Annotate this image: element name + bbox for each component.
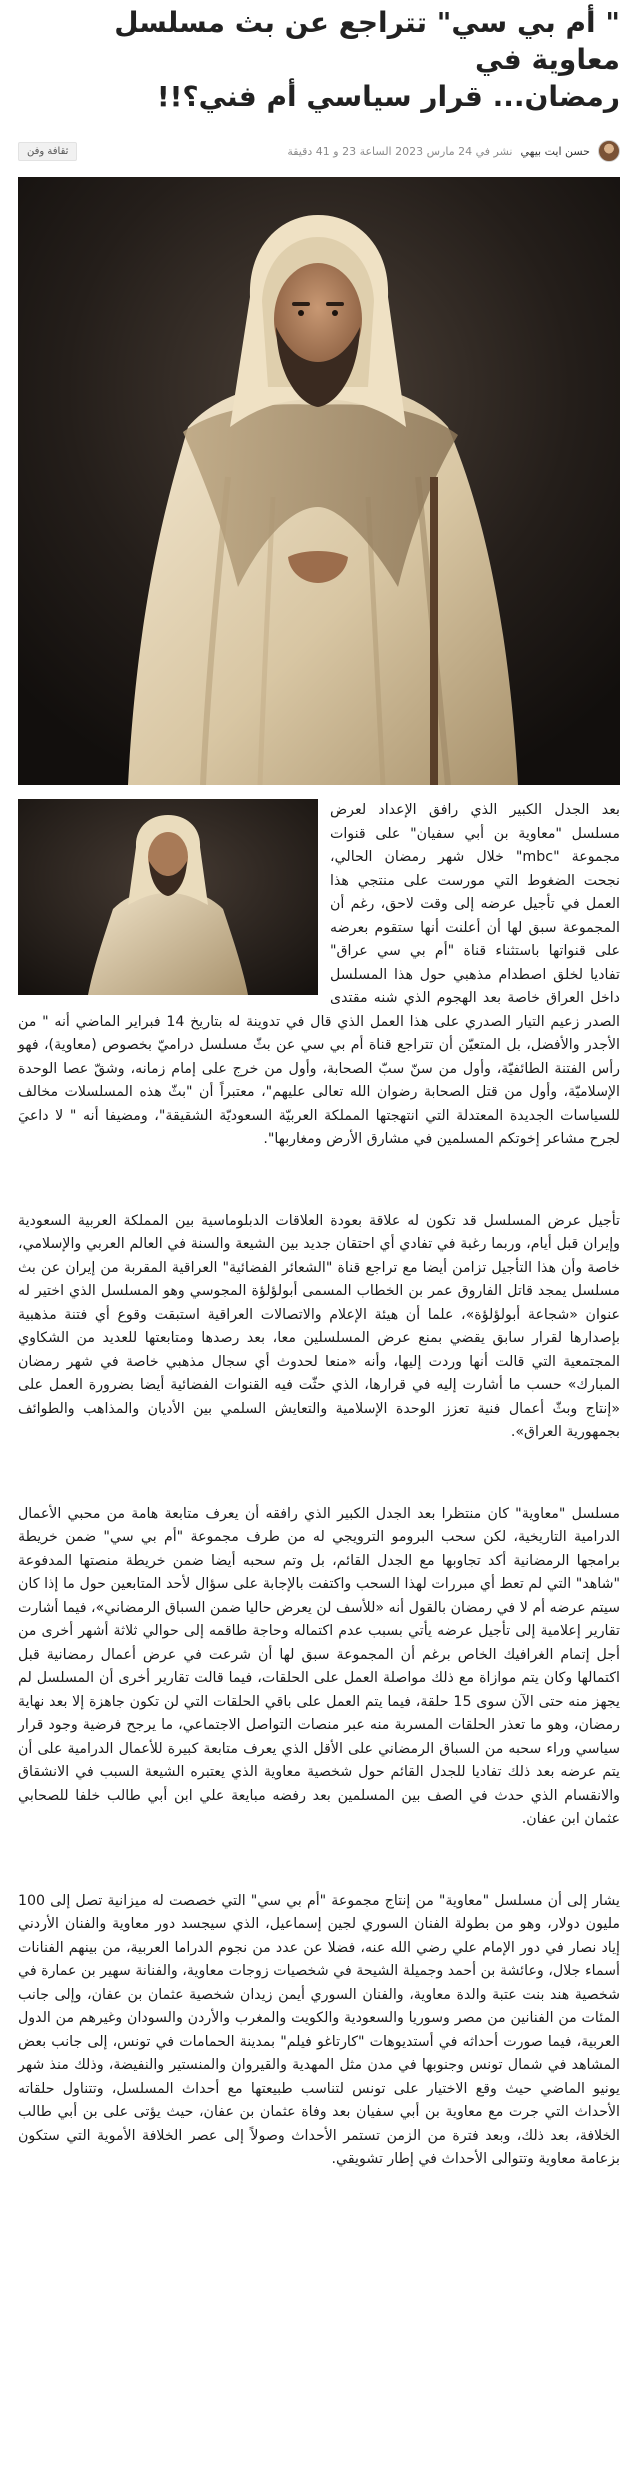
- paragraph-spacer: [18, 1152, 620, 1210]
- author-name[interactable]: حسن ايت بيهي: [520, 144, 590, 158]
- paragraph-2: تأجيل عرض المسلسل قد تكون له علاقة بعودة العلاقات الدبلوماسية بين المملكة العربية السعودية وإيران قبل أيام، وربما رغبة في تفادي أي احتقان جديد بين الشيعة والسنة في العالم العربي والإسلامي، خاصة وأن هذا التأجيل تزامن أيضا مع تراجع قناة "الشعائر الفضائية" العراقية المقربة من إيران عن بث مسلسل يمجد قاتل الفاروق عمر بن الخطاب المسمى أبولؤلؤة المجوسي وهو المسلسل الذي اختير له عنوان «شجاعة أبولؤلؤة»، علما أن هيئة الإعلام والاتصالات العراقية استبقت وقوع أي فتنة مذهبية بإصدارها لقرار سابق يقضي بمنع عرض المسلسلين معا، بعد رصدها ومتابعتها للعديد من الشكاوي المجتمعية التي قالت أنها وردت إليها، وأنه «منعا لحدوث أي سجال مذهبي خاصة في شهر رمضان المبارك» حسب ما أشارت إليه في قرارها، الذي حثّت فيه القنوات الفضائية أيضا بضرورة العمل على «إنتاج وبثّ أعمال فنية تعزز الوحدة الإسلامية والتعايش السلمي بين الأديان والمذاهب والطوائف بجمهورية العراق».: [18, 1212, 620, 1440]
- inline-photo-illustration: [18, 799, 318, 995]
- author-avatar[interactable]: [598, 140, 620, 162]
- headline-block: [0, 0, 638, 115]
- paragraph-4: يشار إلى أن مسلسل "معاوية" من إنتاج مجموعة "أم بي سي" التي خصصت له ميزانية تصل إلى 100 مليون دولار، وهو من بطولة الفنان السوري لجين إسماعيل، الذي سيجسد دور معاوية والفنان الأردني إياد نصار في دور الإمام علي رضي الله عنه، فضلا عن عدد من نجوم الدراما العربية، من بينهم الفنانات أسماء جلال، وعائشة بن أحمد وجميلة الشيحة في شخصيات زوجات معاوية، والفنانة سهير بن عمارة في شخصية هند بنت عتبة والدة معاوية، والفنان السوري أيمن زيدان شخصية عثمان بن عفان، وإلى جانب المئات من الفنانين من مصر وسوريا والسعودية والكويت والمغرب والأردن والسودان وغيرهم من الدول العربية، فيما صورت أحداثه في أستديوهات "كارتاغو فيلم" بمدينة الحمامات في تونس، إلى جانب بعض المشاهد في شمال تونس وجنوبها في مدن مثل المهدية والقيروان والمنستير والنفيضة، وذلك منذ شهر يونيو الماضي حيث وقع الاختيار على تونس لتناسب طبيعتها مع أحداث المسلسل، وتتناول حلقاته الأحداث التي جرت مع معاوية بن أبي سفيان بعد وفاة عثمان بن عفان، حيث يؤتى على بن أبي طالب الخلافة، بعد ذلك، وبعد فترة من الزمن تستمر الأحداث وصولاً إلى عصر الخلافة الأموية التي ستكون بزعامة معاوية وتتوالى الأحداث في إطار تشويقي.: [18, 1892, 620, 2167]
- paragraph-3: مسلسل "معاوية" كان منتظرا بعد الجدل الكبير الذي رافقه أن يعرف متابعة هامة من محبي الأعمال الدرامية التاريخية، لكن سحب البرومو الترويجي له من طرف مجموعة "أم بي سي" ضمن خريطة برامجها الرمضانية أكد تجاوبها مع الجدل القائم، بل وتم سحبه أيضا ضمن خريطة منصتها المدفوعة "شاهد" التي لم تعط أي مبررات لهذا السحب واكتفت بالإجابة على سؤال لأحد المتابعين حول ما إذا كان سيتم عرضه أم لا في رمضان بالقول أنه «للأسف لن يعرض حاليا ضمن السباق الرمضاني»، فيما أشارت تقارير إعلامية إلى تأجيل عرضه يأتي بسبب عدم اكتماله وحاجة طاقمه إلى حوالي ثلاثة أشهر أخرى من أجل إتمام الغرافيك الخاص برغم أن المجموعة سبق لها أن شرعت في عرض أعمال رمضانية قبل اكتمالها وكان يتم موازاة مع ذلك مواصلة العمل على الحلقات، فيما قالت تقارير أخرى أن المسلسل لم يجهز منه حتى الآن سوى 15 حلقة، فيما يتم العمل على باقي الحلقات التي لن تكون جاهزة إلا بعد نهاية رمضان، وهو ما تعذر الحلقات المسربة منه عبر منصات التواصل الاجتماعي، ما يرجح فرضية وجود قرار سياسي وراء سحبه من السباق الرمضاني على الأقل الذي يعرف متابعة كبيرة للأعمال الدرامية على أن يتم عرضه بعد ذلك تفاديا للجدل القائم حول شخصية معاوية الذي يعتبره الشيعة السبب في الانشقاق والانقسام الذي حدث في الصف بين المسلمين بعد رفضه مبايعة علي ابن أبي طالب خلفا للصحابي عثمان ابن عفان.: [18, 1505, 620, 1827]
- publish-date: نشر في 24 مارس 2023 الساعة 23 و 41 دقيقة: [287, 144, 513, 158]
- article-body: [0, 785, 638, 2172]
- headline-line-1: " أم بي سي" تتراجع عن بث مسلسل معاوية في: [114, 6, 620, 76]
- paragraph-1: بعد الجدل الكبير الذي رافق الإعداد لعرض مسلسل "معاوية بن أبي سفيان" على قنوات مجموعة "mbc" خلال شهر رمضان الحالي، نجحت الضغوط التي مورست على منتجي هذا العمل في تأجيل عرضه إلى وقت لاحق، رغم أن المجموعة سبق لها أن أعلنت أنها ستقوم بعرضه على قنواتها باستثناء قناة "أم بي سي عراق" تفاديا لخلق اصطدام مذهبي حول هذا المسلسل داخل العراق خاصة بعد الهجوم الذي شنه مقتدى الصدر زعيم التيار الصدري على هذا العمل الذي قال في تدوينة له بتاريخ 14 فبراير الماضي أنه " من الأجدر والأفضل، بل المتعيّن أن تتراجع قناة أم بي سي عن بثّ مسلسل دراميّ بخصوص (معاوية)، فهو رأس الفتنة الطائفيّة، وأول من سنّ سبّ الصحابة، وأول من خرج على إمام زمانه، وشقّ عصا الوحدة الإسلاميّة، وأول من قتل الصحابة رضوان الله تعالى عليهم"، معتبراً أن "بثّ هذه المسلسلات مخالف للسياسات الجديدة المعتدلة التي انتهجتها المملكة العربيّة السعوديّة الشقيقة"، ومضيفا أنه " لا داعيَ لجرح مشاعر إخوتكم المسلمين في مشارق الأرض ومغاربها".: [18, 802, 620, 1147]
- paragraph-spacer: [18, 1445, 620, 1503]
- hero-photo-illustration: [18, 177, 620, 785]
- headline-line-2: رمضان... قرار سياسي أم فني؟!!: [156, 80, 620, 113]
- category-badge[interactable]: ثقافة وفن: [18, 142, 77, 161]
- hero-image: [18, 177, 620, 785]
- article-meta-row: [0, 115, 638, 171]
- paragraph-spacer: [18, 1832, 620, 1890]
- inline-image: [18, 799, 318, 995]
- article-headline: [18, 4, 620, 115]
- byline: [287, 140, 620, 162]
